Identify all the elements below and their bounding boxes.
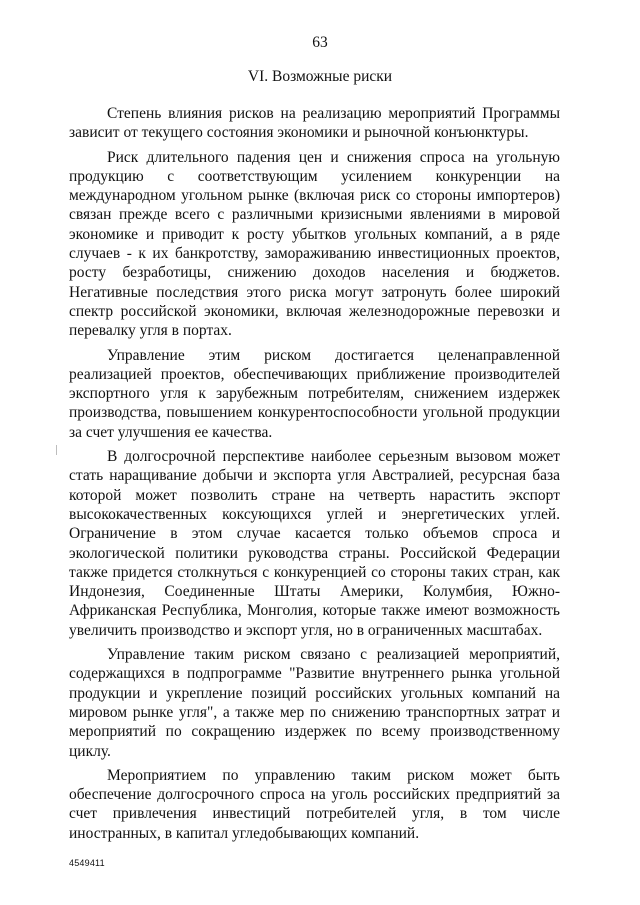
margin-mark bbox=[56, 445, 57, 455]
paragraph-1: Степень влияния рисков на реализацию мероприятий Программы зависит от текущего состояния экономики и рыночной конъюнктуры. bbox=[69, 105, 560, 142]
paragraph-2: Риск длительного падения цен и снижения спроса на угольную продукцию с соответствующим усилением конкуренции на международном угольном рынке (включая риск со стороны импортеров) связан прежде всего с различными кризисными явлениями в мировой экономике и приводит к росту убытков угольных компаний, а в ряде случаев - к их банкротству, замораживанию инвестиционных проектов, росту безработицы, снижению доходов населения и бюджетов. Негативные последствия этого риска могут затронуть более широкий спектр российской экономики, включая железнодорожные перевозки и перевалку угля в портах. bbox=[69, 148, 560, 340]
paragraph-6: Мероприятием по управлению таким риском может быть обеспечение долгосрочного спроса на уголь российских предприятий за счет привлечения инвестиций потребителей угля, в том числе иностранных, в капитал угледобывающих компаний. bbox=[69, 766, 560, 842]
page-number: 63 bbox=[312, 34, 328, 51]
document-id: 4549411 bbox=[69, 858, 105, 868]
paragraph-5: Управление таким риском связано с реализацией мероприятий, содержащихся в подпрограмме "Развитие внутреннего рынка угольной продукции и укрепление позиций российских угольных компаний на мировом рынке угля", а также мер по снижению транспортных затрат и мероприятий по сокращению издержек по всему производственному циклу. bbox=[69, 646, 560, 760]
paragraph-4: В долгосрочной перспективе наиболее серьезным вызовом может стать наращивание добычи и экспорта угля Австралией, ресурсная база которой может позволить стране на четверть нарастить экспорт высококачественных коксующихся углей и энергетических углей. Ограничение в этом случае касается только объемов спроса и экологической политики руководства страны. Российской Федерации также придется столкнуться с конкуренцией со стороны таких стран, как Индонезия, Соединенные Штаты Америки, Колумбия, Южно-Африканская Республика, Монголия, которые также имеют возможность увеличить производство и экспорт угля, но в ограниченных масштабах. bbox=[69, 448, 560, 639]
section-title: VI. Возможные риски bbox=[247, 68, 393, 85]
paragraph-3: Управление этим риском достигается целенаправленной реализацией проектов, обеспечивающих приближение производителей экспортного угля к зарубежным потребителям, снижением издержек производства, повышением конкурентоспособности угольной продукции за счет улучшения ее качества. bbox=[69, 346, 560, 441]
body-text bbox=[69, 104, 560, 848]
